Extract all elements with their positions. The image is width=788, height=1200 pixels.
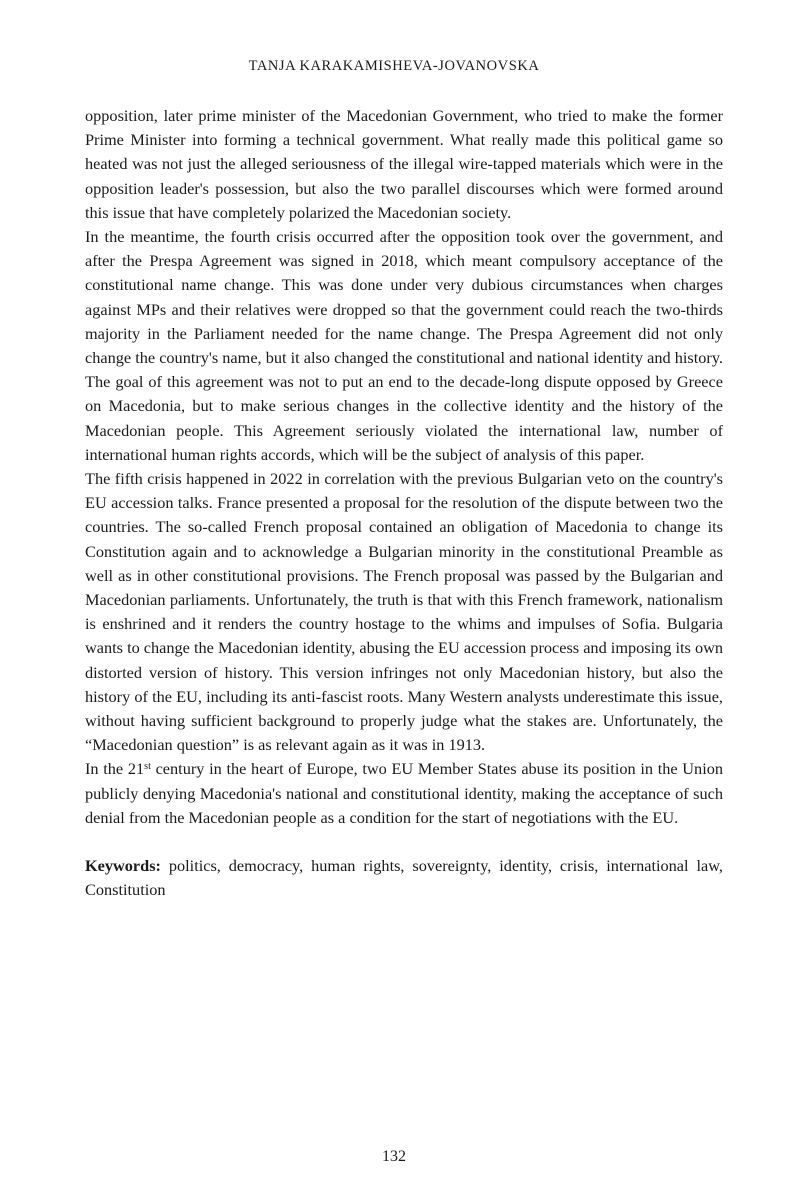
keywords-values: politics, democracy, human rights, sovereignty, identity, crisis, international law, Constitution [85,856,723,900]
keywords-label: Keywords: [85,856,161,876]
running-head: TANJA KARAKAMISHEVA-JOVANOVSKA [248,58,540,74]
ordinal-number: 21 [127,759,145,779]
keywords-line [85,854,723,902]
ordinal-suffix: st [144,761,151,773]
ordinal-lead-text: In the [85,759,128,779]
body-text-column [85,104,723,903]
ordinal-rest-text: century in the heart of Europe, two EU Member States abuse its position in the Union publicly denying Macedonia's national and constitutional identity, making the acceptance of such denial from the Macedonian people as a condition for the start of negotiations with the EU. [85,759,723,827]
paragraph-opposition: opposition, later prime minister of the Macedonian Government, who tried to make the former Prime Minister into forming a technical government. What really made this political game so heated was not just the alleged seriousness of the illegal wire-tapped materials which were in the opposition leader's possession, but also the two parallel discourses which were formed around this issue that have completely polarized the Macedonian society. [85,106,723,222]
page-number: 132 [382,1148,406,1165]
paragraph-fifth-crisis: The fifth crisis happened in 2022 in correlation with the previous Bulgarian veto on the country's EU accession talks. France presented a proposal for the resolution of the dispute between two the countries. The so-called French proposal contained an obligation of Macedonia to change its Constitution again and to acknowledge a Bulgarian minority in the constitutional Preamble as well as in other constitutional provisions. The French proposal was passed by the Bulgarian and Macedonian parliaments. Unfortunately, the truth is that with this French framework, nationalism is enshrined and it renders the country hostage to the whims and impulses of Sofia. Bulgaria wants to change the Macedonian identity, abusing the EU accession process and imposing its own distorted version of history. This version infringes not only Macedonian history, but also the history of the EU, including its anti-fascist roots. Many Western analysts underestimate this issue, without having sufficient background to properly judge what the stakes are. Unfortunately, the “Macedonian question” is as relevant again as it was in 1913. [85,469,723,755]
paragraph-fourth-crisis: In the meantime, the fourth crisis occurred after the opposition took over the government, and after the Prespa Agreement was signed in 2018, which meant compulsory acceptance of the constitutional name change. This was done under very dubious circumstances when charges against MPs and their relatives were dropped so that the government could reach the two-thirds majority in the Parliament needed for the name change. The Prespa Agreement did not only change the country's name, but it also changed the constitutional and national identity and history. The goal of this agreement was not to put an end to the decade-long dispute opposed by Greece on Macedonia, but to make serious changes in the collective identity and the history of the Macedonian people. This Agreement seriously violated the international law, number of international human rights accords, which will be the subject of analysis of this paper. [85,227,723,464]
paragraph-21st-century [85,757,723,830]
